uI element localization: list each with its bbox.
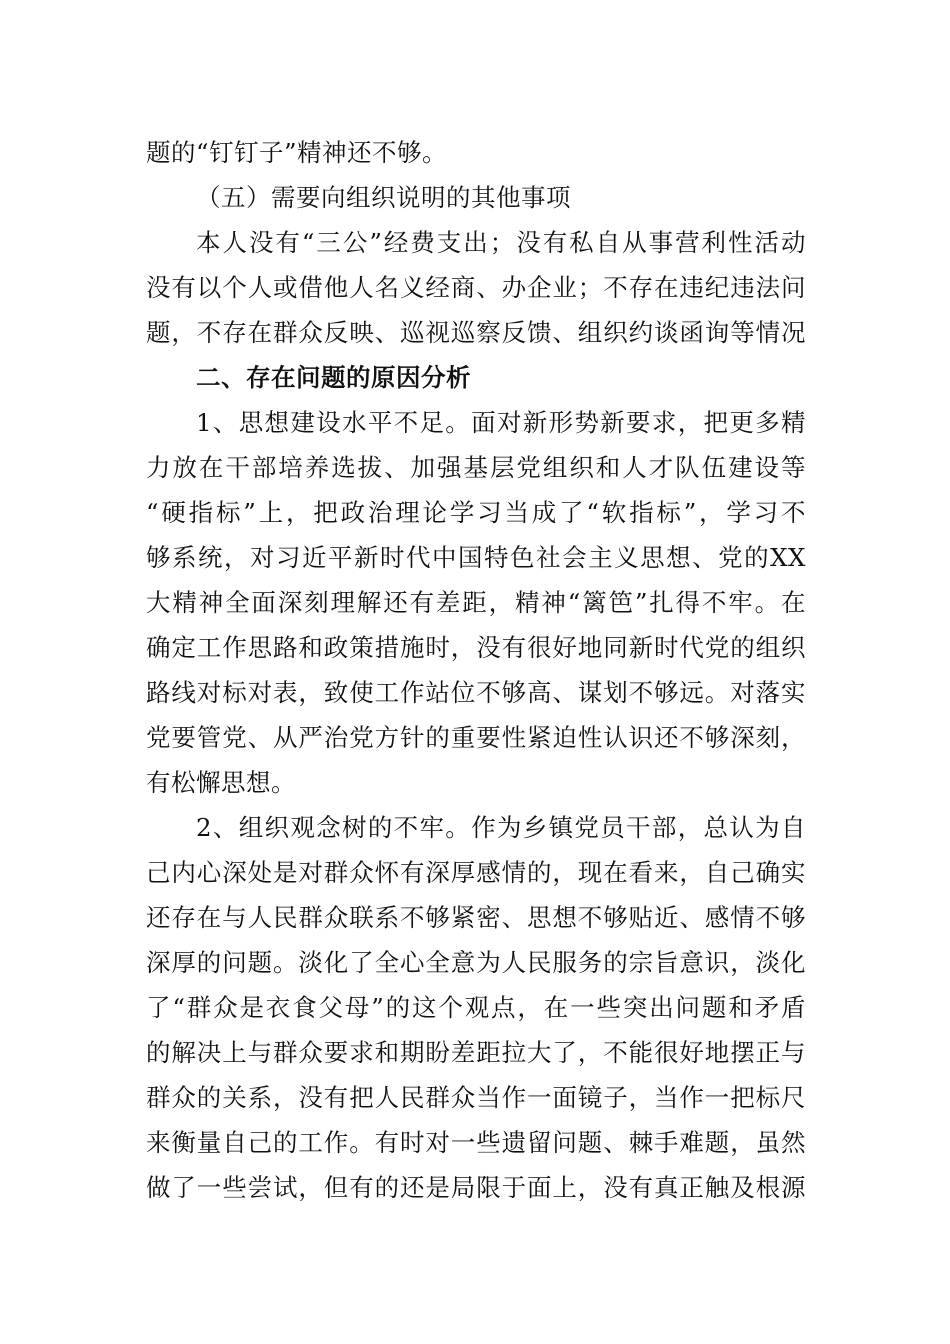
body-line: 深厚的问题。淡化了全心全意为人民服务的宗旨意识，淡化 — [146, 948, 806, 977]
body-line: 己内心深处是对群众怀有深厚感情的，现在看来，自己确实 — [146, 858, 806, 887]
section-heading: 二、存在问题的原因分析 — [196, 363, 471, 392]
body-line: “硬指标”上，把政治理论学习当成了“软指标”，学习不 — [146, 498, 806, 527]
body-line: 1、思想建设水平不足。面对新形势新要求，把更多精 — [196, 408, 806, 437]
body-line: 大精神全面深刻理解还有差距，精神“篱笆”扎得不牢。在 — [146, 588, 806, 617]
body-line: 题，不存在群众反映、巡视巡察反馈、组织约谈函询等情况 — [146, 318, 806, 347]
body-line: 没有以个人或借他人名义经商、办企业；不存在违纪违法问 — [146, 273, 806, 302]
body-line: 力放在干部培养选拔、加强基层党组织和人才队伍建设等 — [146, 453, 806, 482]
section-subheading: （五）需要向组织说明的其他事项 — [196, 183, 571, 212]
body-line: 有松懈思想。 — [146, 768, 296, 797]
body-line: 本人没有“三公”经费支出；没有私自从事营利性活动 — [196, 228, 806, 257]
body-line: 题的“钉钉子”精神还不够。 — [146, 138, 448, 167]
body-line: 够系统，对习近平新时代中国特色社会主义思想、党的XX — [146, 543, 806, 572]
body-line: 还存在与人民群众联系不够紧密、思想不够贴近、感情不够 — [146, 903, 806, 932]
body-line: 了“群众是衣食父母”的这个观点，在一些突出问题和矛盾 — [146, 993, 806, 1022]
body-line: 做了一些尝试，但有的还是局限于面上，没有真正触及根源 — [146, 1173, 806, 1202]
body-line: 来衡量自己的工作。有时对一些遗留问题、棘手难题，虽然 — [146, 1128, 806, 1157]
body-line: 路线对标对表，致使工作站位不够高、谋划不够远。对落实 — [146, 678, 806, 707]
body-line: 确定工作思路和政策措施时，没有很好地同新时代党的组织 — [146, 633, 806, 662]
body-line: 党要管党、从严治党方针的重要性紧迫性认识还不够深刻， — [146, 723, 806, 752]
body-line: 2、组织观念树的不牢。作为乡镇党员干部，总认为自 — [196, 813, 806, 842]
body-line: 的解决上与群众要求和期盼差距拉大了，不能很好地摆正与 — [146, 1038, 806, 1067]
body-line: 群众的关系，没有把人民群众当作一面镜子，当作一把标尺 — [146, 1083, 806, 1112]
